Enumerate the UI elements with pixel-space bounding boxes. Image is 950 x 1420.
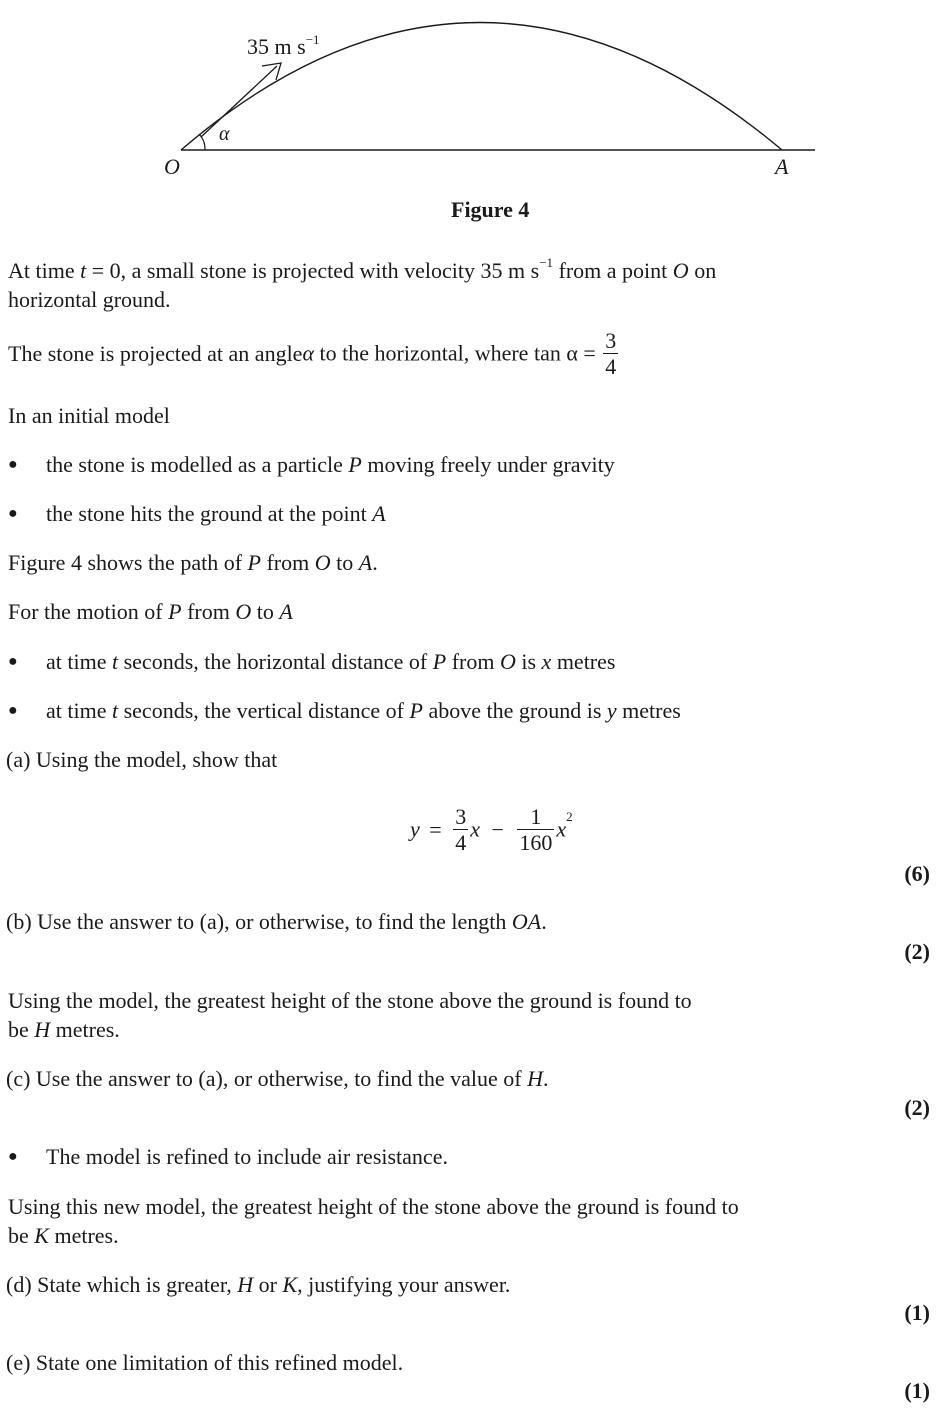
part-e-marks: (1)	[904, 1378, 930, 1403]
initial-model-bullet-1: the stone is modelled as a particle P moving freely under gravity	[46, 452, 615, 477]
part-e-text: (e) State one limitation of this refined model.	[6, 1350, 404, 1375]
part-d-marks: (1)	[904, 1300, 930, 1325]
velocity-arrow	[201, 66, 277, 137]
bullet-icon: ●	[8, 456, 18, 473]
motion-bullet-1: at time t seconds, the horizontal distance of P from O is x metres	[46, 649, 616, 674]
intro-line-1: At time t = 0, a small stone is projected with velocity 35 m $s^{-1}$ from a point O on	[8, 255, 717, 283]
speed-label: 35 m $s^{-1}$	[247, 32, 320, 59]
path-sentence: Figure 4 shows the path of P from O to A.	[8, 550, 378, 575]
part-a-equation: y = $\frac{3}{4}$ x − $\frac{1}{160}$ $x^2$	[410, 804, 573, 856]
point-a-label: A	[775, 154, 789, 179]
bullet-icon: ●	[8, 653, 18, 670]
angle-statement: The stone is projected at an angleα to the horizontal, where tan α = $\frac{3}{4}$	[8, 328, 617, 380]
point-o-label: O	[164, 154, 180, 179]
bullet-icon: ●	[8, 505, 18, 522]
bullet-icon: ●	[8, 702, 18, 719]
part-a-text: (a) Using the model, show that	[6, 747, 278, 772]
tan-fraction: $\frac{3}{4}$	[605, 328, 617, 380]
figure-caption-text: Figure 4	[451, 197, 530, 222]
part-d-text: (d) State which is greater, H or K, justifying your answer.	[6, 1272, 511, 1297]
motion-bullet-2: at time t seconds, the vertical distance of P above the ground is y metres	[46, 698, 681, 723]
part-a-marks: (6)	[904, 861, 930, 886]
greatest-height-line-1: Using the model, the greatest height of the stone above the ground is found to	[8, 988, 692, 1013]
intro-line-2: horizontal ground.	[8, 287, 171, 312]
part-b-text: (b) Use the answer to (a), or otherwise, to find the length OA.	[6, 909, 547, 934]
greatest-height-line-2: be H metres.	[8, 1017, 120, 1042]
part-c-marks: (2)	[904, 1095, 930, 1120]
refined-line-2: be K metres.	[8, 1223, 119, 1248]
part-b-marks: (2)	[904, 939, 930, 964]
figure-4-diagram	[0, 0, 950, 200]
refined-model-bullet: The model is refined to include air resistance.	[46, 1144, 448, 1169]
refined-line-1: Using this new model, the greatest height of the stone above the ground is found to	[8, 1194, 739, 1219]
angle-label: α	[219, 123, 230, 145]
initial-model-bullet-2: the stone hits the ground at the point A	[46, 501, 386, 526]
bullet-icon: ●	[8, 1148, 18, 1165]
part-c-text: (c) Use the answer to (a), or otherwise, to find the value of H.	[6, 1066, 549, 1091]
initial-model-heading: In an initial model	[8, 403, 170, 428]
motion-heading: For the motion of P from O to A	[8, 599, 293, 624]
